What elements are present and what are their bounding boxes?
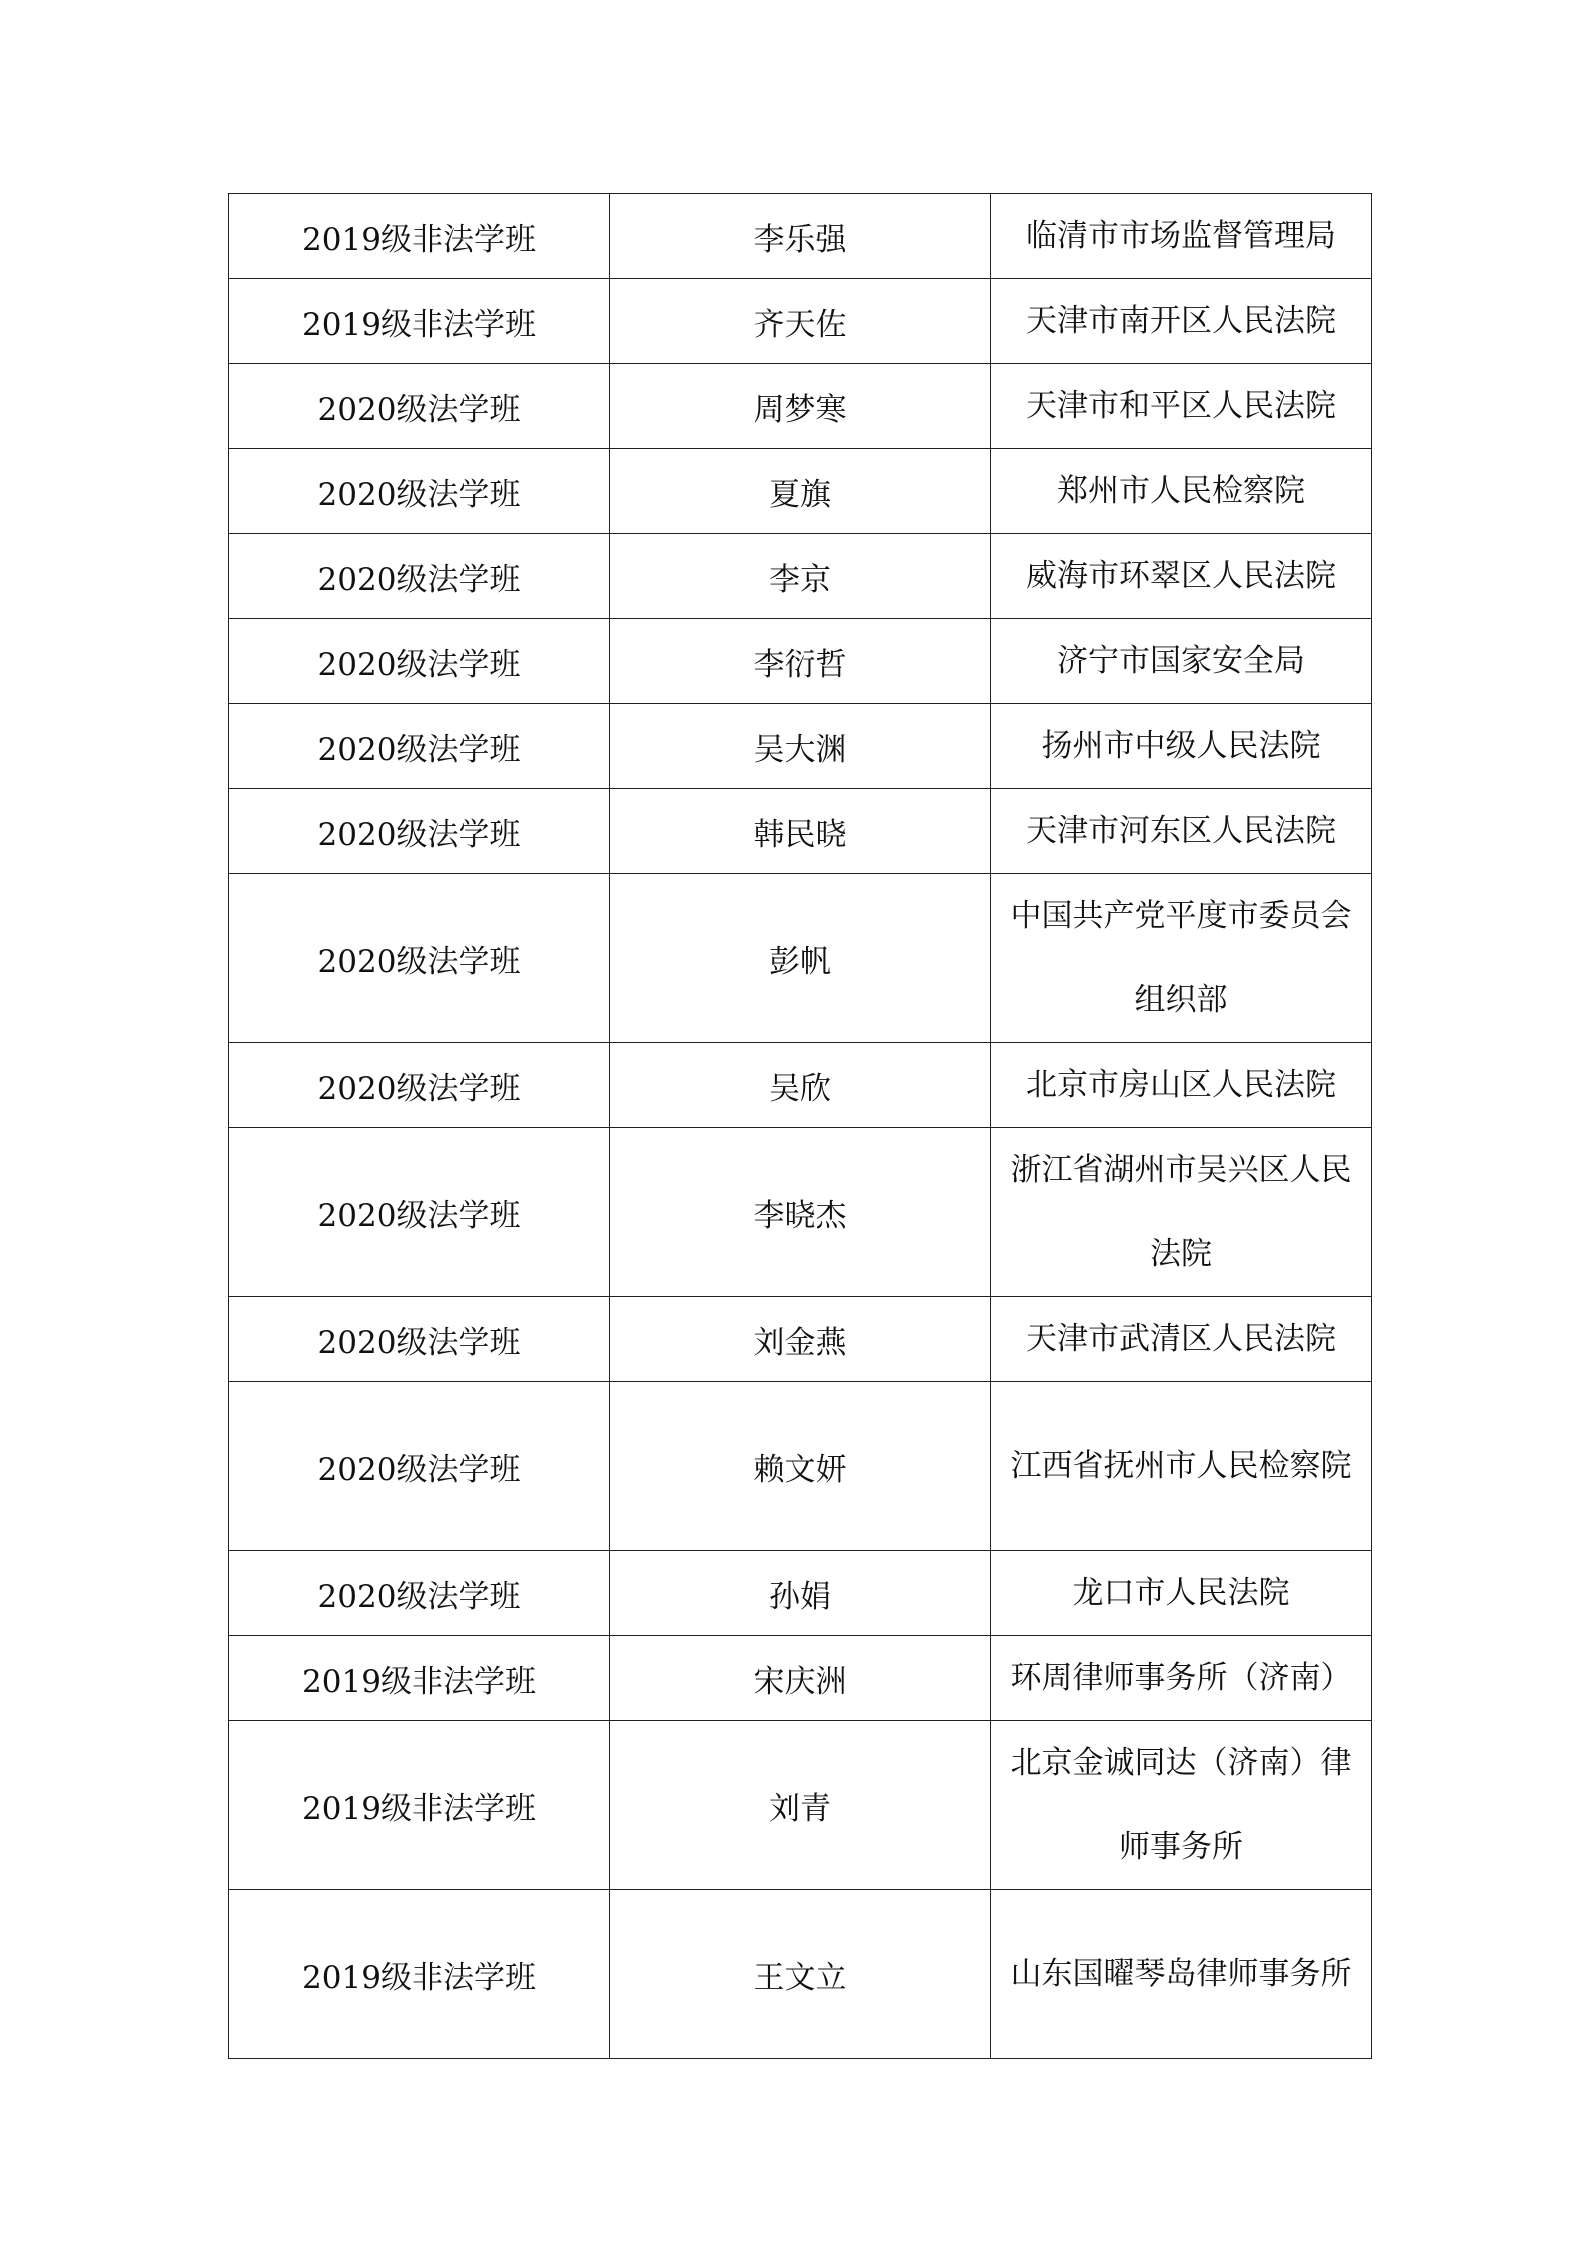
employer-cell: 天津市河东区人民法院: [991, 789, 1372, 874]
employer-cell: 天津市武清区人民法院: [991, 1297, 1372, 1382]
employer-cell: 郑州市人民检察院: [991, 449, 1372, 534]
employer-cell: 中国共产党平度市委员会组织部: [991, 874, 1372, 1043]
employer-cell: 扬州市中级人民法院: [991, 704, 1372, 789]
table-row: [229, 1128, 1372, 1297]
name-cell: 李京: [610, 534, 991, 619]
employer-cell: 威海市环翠区人民法院: [991, 534, 1372, 619]
class-cell: 2020级法学班: [229, 1128, 610, 1297]
table-row: [229, 1551, 1372, 1636]
employer-cell: 天津市和平区人民法院: [991, 364, 1372, 449]
table-row: [229, 619, 1372, 704]
table-row: [229, 534, 1372, 619]
employer-cell: 浙江省湖州市吴兴区人民法院: [991, 1128, 1372, 1297]
class-cell: 2020级法学班: [229, 619, 610, 704]
employer-cell: 北京金诚同达（济南）律师事务所: [991, 1721, 1372, 1890]
table-row: [229, 279, 1372, 364]
name-cell: 韩民晓: [610, 789, 991, 874]
table-row: [229, 1890, 1372, 2059]
table-row: [229, 704, 1372, 789]
name-cell: 孙娟: [610, 1551, 991, 1636]
name-cell: 夏旗: [610, 449, 991, 534]
class-cell: 2020级法学班: [229, 789, 610, 874]
table-row: [229, 874, 1372, 1043]
name-cell: 周梦寒: [610, 364, 991, 449]
employer-cell: 济宁市国家安全局: [991, 619, 1372, 704]
table-row: [229, 1636, 1372, 1721]
table-row: [229, 364, 1372, 449]
table-row: [229, 1043, 1372, 1128]
name-cell: 宋庆洲: [610, 1636, 991, 1721]
employer-cell: 临清市市场监督管理局: [991, 194, 1372, 279]
student-employment-table-container: [228, 193, 1371, 2059]
table-row: [229, 1382, 1372, 1551]
table-row: [229, 449, 1372, 534]
class-cell: 2020级法学班: [229, 1043, 610, 1128]
employer-cell: 江西省抚州市人民检察院: [991, 1382, 1372, 1551]
class-cell: 2020级法学班: [229, 449, 610, 534]
name-cell: 刘金燕: [610, 1297, 991, 1382]
employer-cell: 北京市房山区人民法院: [991, 1043, 1372, 1128]
class-cell: 2020级法学班: [229, 1297, 610, 1382]
name-cell: 李晓杰: [610, 1128, 991, 1297]
table-row: [229, 194, 1372, 279]
class-cell: 2019级非法学班: [229, 194, 610, 279]
class-cell: 2020级法学班: [229, 534, 610, 619]
table-row: [229, 1297, 1372, 1382]
class-cell: 2020级法学班: [229, 704, 610, 789]
name-cell: 彭帆: [610, 874, 991, 1043]
name-cell: 齐天佐: [610, 279, 991, 364]
class-cell: 2020级法学班: [229, 874, 610, 1043]
name-cell: 吴大渊: [610, 704, 991, 789]
class-cell: 2020级法学班: [229, 1551, 610, 1636]
employer-cell: 天津市南开区人民法院: [991, 279, 1372, 364]
class-cell: 2020级法学班: [229, 364, 610, 449]
employer-cell: 环周律师事务所（济南）: [991, 1636, 1372, 1721]
name-cell: 吴欣: [610, 1043, 991, 1128]
name-cell: 李乐强: [610, 194, 991, 279]
class-cell: 2019级非法学班: [229, 1636, 610, 1721]
class-cell: 2019级非法学班: [229, 279, 610, 364]
name-cell: 李衍哲: [610, 619, 991, 704]
student-employment-table: [228, 193, 1372, 2059]
employer-cell: 山东国曜琴岛律师事务所: [991, 1890, 1372, 2059]
name-cell: 赖文妍: [610, 1382, 991, 1551]
class-cell: 2019级非法学班: [229, 1721, 610, 1890]
name-cell: 刘青: [610, 1721, 991, 1890]
table-row: [229, 789, 1372, 874]
name-cell: 王文立: [610, 1890, 991, 2059]
employer-cell: 龙口市人民法院: [991, 1551, 1372, 1636]
class-cell: 2020级法学班: [229, 1382, 610, 1551]
class-cell: 2019级非法学班: [229, 1890, 610, 2059]
table-row: [229, 1721, 1372, 1890]
